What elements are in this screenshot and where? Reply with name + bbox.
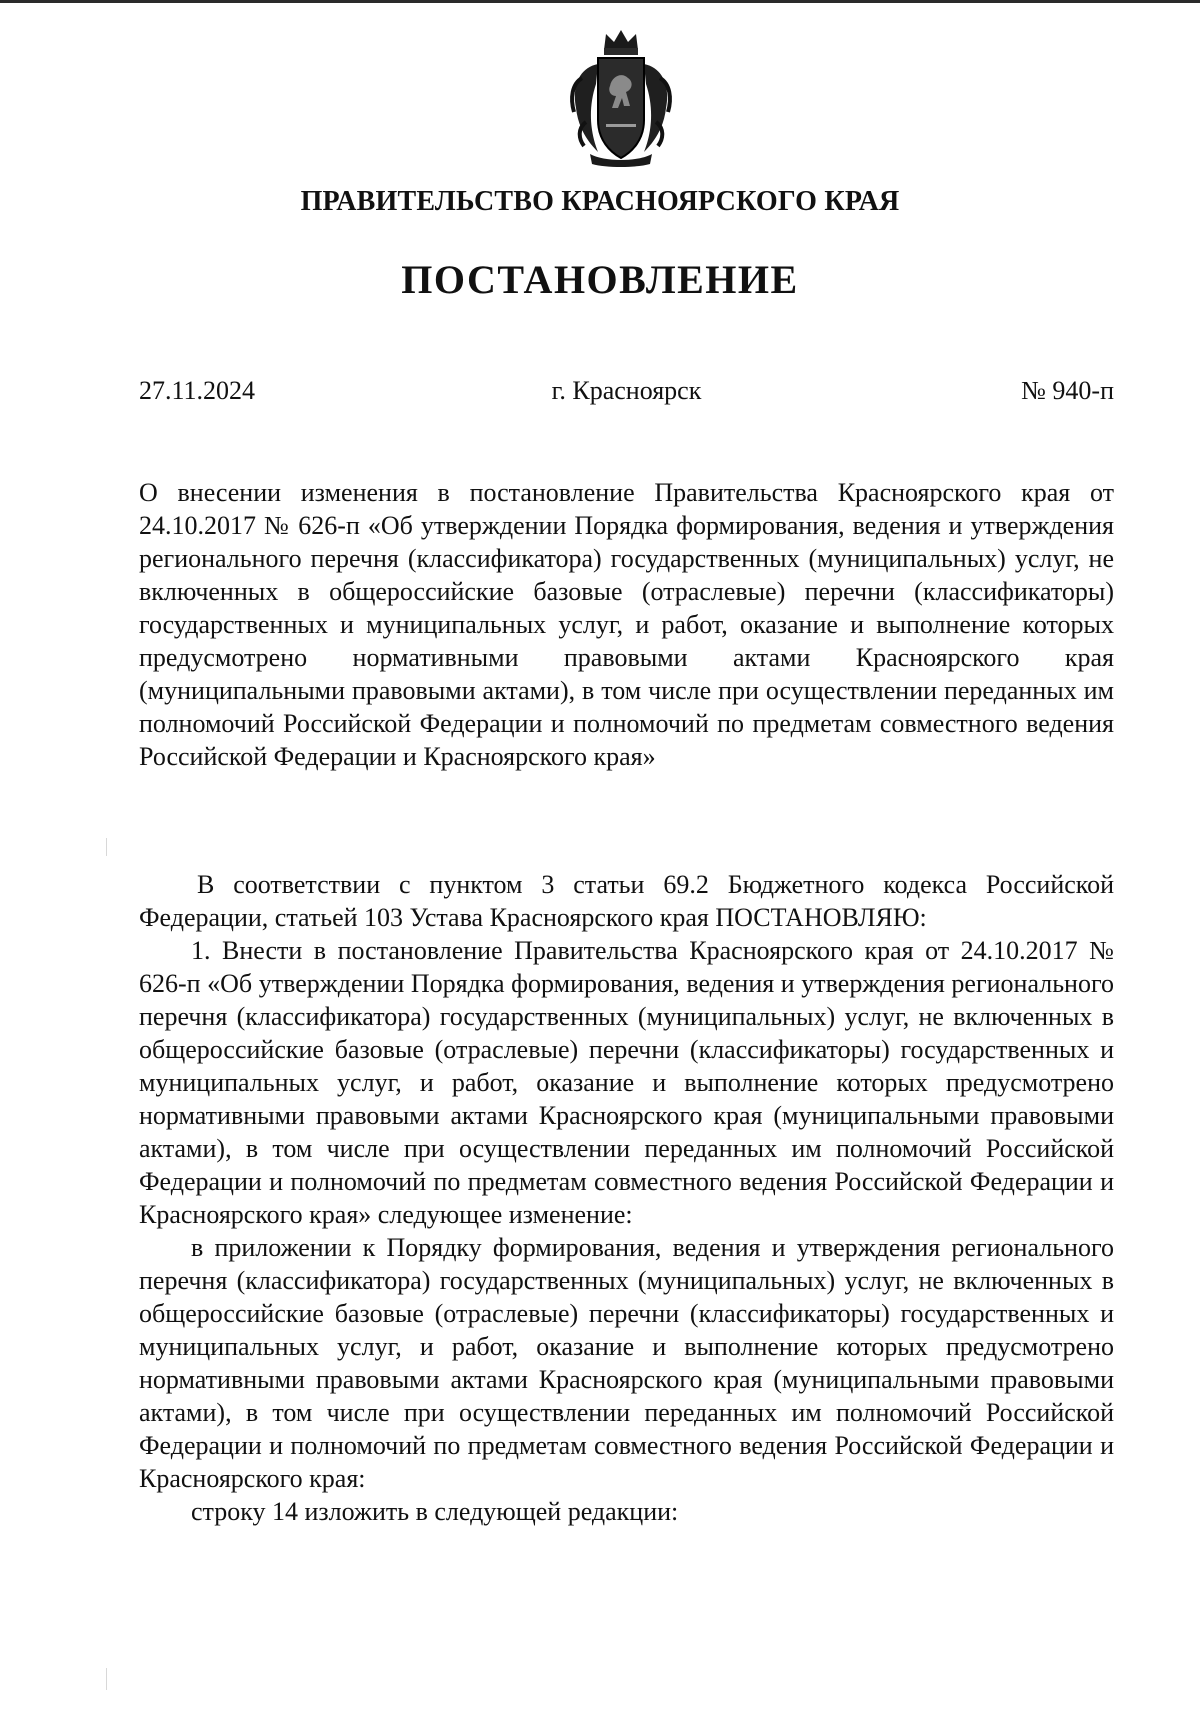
document-meta-row (139, 376, 1114, 410)
document-number: № 940-п (1021, 376, 1114, 405)
preamble-paragraph: В соответствии с пунктом 3 статьи 69.2 Бюджетного кодекса Российской Федерации, статьей 103 Устава Красноярского края ПОСТАНОВЛЯЮ: (139, 870, 1114, 932)
line-14-paragraph: строку 14 изложить в следующей редакции: (191, 1497, 679, 1526)
item-1-paragraph: 1. Внести в постановление Правительства Красноярского края от 24.10.2017 № 626-п «Об утверждении Порядка формирования, ведения и утверждения регионального перечня (классификатора) государственных (муниципальных) услуг, не включенных в общероссийские базовые (отраслевые) перечни (классификаторы) государственных и муниципальных услуг, и работ, оказание и выполнение которых предусмотрено нормативными правовыми актами Красноярского края (муниципальными правовыми актами), в том числе при осуществлении переданных им полномочий Российской Федерации и полномочий по предметам совместного ведения Российской Федерации и Красноярского края» следующее изменение: (139, 936, 1114, 1229)
top-border-line (0, 0, 1200, 3)
scan-artifact (106, 838, 107, 856)
document-body (139, 868, 1114, 1528)
appendix-paragraph: в приложении к Порядку формирования, ведения и утверждения регионального перечня (классификатора) государственных (муниципальных) услуг, не включенных в общероссийские базовые (отраслевые) перечни (классификаторы) государственных и муниципальных услуг, и работ, оказание и выполнение которых предусмотрено нормативными правовыми актами Красноярского края (муниципальными правовыми актами), в том числе при осуществлении переданных им полномочий Российской Федерации и полномочий по предметам совместного ведения Российской Федерации и Красноярского края: (139, 1233, 1114, 1493)
document-city: г. Красноярск (551, 376, 702, 405)
document-title: О внесении изменения в постановление Правительства Красноярского края от 24.10.2017 № 626-п «Об утверждении Порядка формирования, ведения и утверждения регионального перечня (классификатора) государственных (муниципальных) услуг, не включенных в общероссийские базовые (отраслевые) перечни (классификаторы) государственных и муниципальных услуг, и работ, оказание и выполнение которых предусмотрено нормативными правовыми актами Красноярского края (муниципальными правовыми актами), в том числе при осуществлении переданных им полномочий Российской Федерации и полномочий по предметам совместного ведения Российской Федерации и Красноярского края» (139, 478, 1114, 771)
document-date: 27.11.2024 (139, 376, 256, 405)
krasnoyarsk-coat-of-arms-icon (568, 28, 674, 168)
document-type: ПОСТАНОВЛЕНИЕ (401, 257, 799, 302)
government-name: ПРАВИТЕЛЬСТВО КРАСНОЯРСКОГО КРАЯ (300, 186, 900, 217)
scan-artifact (106, 1668, 107, 1690)
